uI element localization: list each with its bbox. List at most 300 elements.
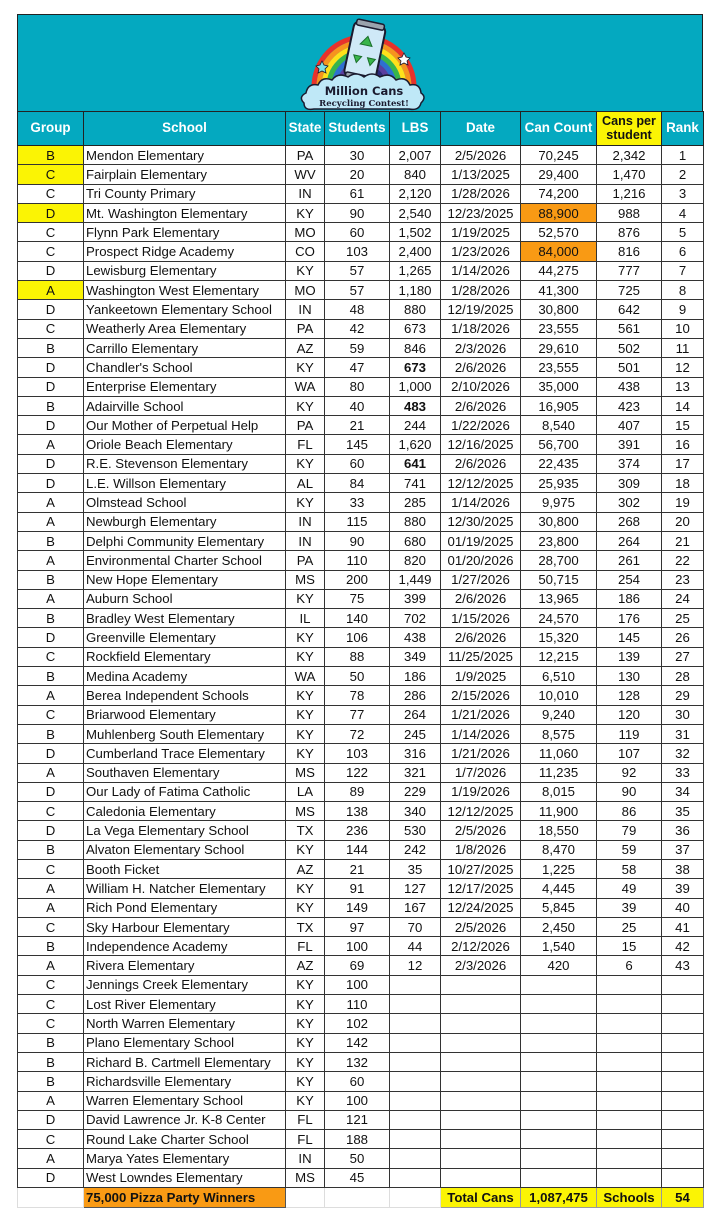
cell-group[interactable]: C bbox=[18, 995, 84, 1014]
cell-rank[interactable] bbox=[662, 1072, 704, 1091]
cell-lbs[interactable]: 680 bbox=[390, 531, 441, 550]
cell-students[interactable]: 103 bbox=[325, 242, 390, 261]
cell-school[interactable]: Jennings Creek Elementary bbox=[84, 975, 286, 994]
cell-state[interactable]: IN bbox=[286, 300, 325, 319]
cell-cans-per-student[interactable]: 391 bbox=[597, 435, 662, 454]
cell-lbs[interactable]: 1,449 bbox=[390, 570, 441, 589]
cell-lbs[interactable]: 316 bbox=[390, 744, 441, 763]
cell-cans-per-student[interactable]: 988 bbox=[597, 203, 662, 222]
cell-group[interactable]: B bbox=[18, 724, 84, 743]
cell-state[interactable]: KY bbox=[286, 744, 325, 763]
column-header-cans-per-student[interactable]: Cans per student bbox=[597, 112, 662, 146]
cell-group[interactable]: D bbox=[18, 821, 84, 840]
cell-date[interactable] bbox=[441, 1091, 521, 1110]
cell-rank[interactable]: 23 bbox=[662, 570, 704, 589]
cell-state[interactable]: KY bbox=[286, 493, 325, 512]
cell-state[interactable]: KY bbox=[286, 975, 325, 994]
cell-lbs[interactable]: 12 bbox=[390, 956, 441, 975]
cell-school[interactable]: Sky Harbour Elementary bbox=[84, 917, 286, 936]
cell-lbs[interactable] bbox=[390, 1130, 441, 1149]
cell-lbs[interactable]: 285 bbox=[390, 493, 441, 512]
cell-cans-per-student[interactable]: 407 bbox=[597, 416, 662, 435]
cell-school[interactable]: Rivera Elementary bbox=[84, 956, 286, 975]
cell-lbs[interactable]: 846 bbox=[390, 338, 441, 357]
cell-students[interactable]: 100 bbox=[325, 937, 390, 956]
cell-cans-per-student[interactable]: 268 bbox=[597, 512, 662, 531]
cell-state[interactable]: KY bbox=[286, 1052, 325, 1071]
cell-group[interactable]: D bbox=[18, 203, 84, 222]
cell-can-count[interactable]: 2,450 bbox=[521, 917, 597, 936]
cell-cans-per-student[interactable]: 58 bbox=[597, 859, 662, 878]
cell-lbs[interactable]: 44 bbox=[390, 937, 441, 956]
cell-cans-per-student[interactable]: 502 bbox=[597, 338, 662, 357]
cell-school[interactable]: New Hope Elementary bbox=[84, 570, 286, 589]
cell-students[interactable]: 144 bbox=[325, 840, 390, 859]
cell-can-count[interactable]: 420 bbox=[521, 956, 597, 975]
cell-state[interactable]: KY bbox=[286, 203, 325, 222]
cell-students[interactable]: 80 bbox=[325, 377, 390, 396]
cell-school[interactable]: Marya Yates Elementary bbox=[84, 1149, 286, 1168]
cell-students[interactable]: 149 bbox=[325, 898, 390, 917]
cell-state[interactable]: TX bbox=[286, 821, 325, 840]
cell-cans-per-student[interactable]: 59 bbox=[597, 840, 662, 859]
cell-state[interactable]: IN bbox=[286, 1149, 325, 1168]
cell-group[interactable]: C bbox=[18, 184, 84, 203]
cell-can-count[interactable]: 13,965 bbox=[521, 589, 597, 608]
cell-school[interactable]: Newburgh Elementary bbox=[84, 512, 286, 531]
cell-state[interactable]: WV bbox=[286, 165, 325, 184]
cell-cans-per-student[interactable]: 120 bbox=[597, 705, 662, 724]
cell-can-count[interactable]: 30,800 bbox=[521, 512, 597, 531]
cell-cans-per-student[interactable] bbox=[597, 1052, 662, 1071]
cell-state[interactable]: KY bbox=[286, 898, 325, 917]
cell-lbs[interactable]: 673 bbox=[390, 358, 441, 377]
cell-school[interactable]: Southaven Elementary bbox=[84, 763, 286, 782]
cell-group[interactable]: A bbox=[18, 281, 84, 300]
cell-lbs[interactable]: 438 bbox=[390, 628, 441, 647]
cell-can-count[interactable] bbox=[521, 1072, 597, 1091]
cell-date[interactable] bbox=[441, 1052, 521, 1071]
cell-students[interactable]: 142 bbox=[325, 1033, 390, 1052]
cell-lbs[interactable]: 264 bbox=[390, 705, 441, 724]
cell-cans-per-student[interactable]: 816 bbox=[597, 242, 662, 261]
cell-cans-per-student[interactable]: 130 bbox=[597, 667, 662, 686]
cell-cans-per-student[interactable]: 90 bbox=[597, 782, 662, 801]
cell-cans-per-student[interactable]: 86 bbox=[597, 802, 662, 821]
cell-rank[interactable]: 39 bbox=[662, 879, 704, 898]
cell-cans-per-student[interactable] bbox=[597, 1033, 662, 1052]
cell-students[interactable]: 72 bbox=[325, 724, 390, 743]
cell-students[interactable]: 78 bbox=[325, 686, 390, 705]
cell-group[interactable]: C bbox=[18, 975, 84, 994]
cell-rank[interactable]: 16 bbox=[662, 435, 704, 454]
cell-state[interactable]: KY bbox=[286, 1014, 325, 1033]
cell-cans-per-student[interactable]: 107 bbox=[597, 744, 662, 763]
cell-state[interactable]: KY bbox=[286, 454, 325, 473]
cell-students[interactable]: 45 bbox=[325, 1168, 390, 1187]
cell-state[interactable]: KY bbox=[286, 879, 325, 898]
cell-school[interactable]: Lost River Elementary bbox=[84, 995, 286, 1014]
cell-cans-per-student[interactable]: 79 bbox=[597, 821, 662, 840]
cell-can-count[interactable] bbox=[521, 1168, 597, 1187]
cell-group[interactable]: D bbox=[18, 1110, 84, 1129]
cell-lbs[interactable] bbox=[390, 1110, 441, 1129]
cell-rank[interactable]: 25 bbox=[662, 609, 704, 628]
cell-school[interactable]: William H. Natcher Elementary bbox=[84, 879, 286, 898]
cell-school[interactable]: Weatherly Area Elementary bbox=[84, 319, 286, 338]
cell-date[interactable]: 12/19/2025 bbox=[441, 300, 521, 319]
cell-lbs[interactable] bbox=[390, 1014, 441, 1033]
cell-group[interactable]: C bbox=[18, 917, 84, 936]
cell-can-count[interactable]: 9,240 bbox=[521, 705, 597, 724]
cell-group[interactable]: A bbox=[18, 1091, 84, 1110]
cell-school[interactable]: R.E. Stevenson Elementary bbox=[84, 454, 286, 473]
cell-rank[interactable]: 1 bbox=[662, 146, 704, 165]
cell-students[interactable]: 21 bbox=[325, 416, 390, 435]
cell-group[interactable]: D bbox=[18, 1168, 84, 1187]
cell-cans-per-student[interactable]: 374 bbox=[597, 454, 662, 473]
cell-group[interactable]: A bbox=[18, 898, 84, 917]
cell-lbs[interactable]: 35 bbox=[390, 859, 441, 878]
cell-students[interactable]: 90 bbox=[325, 531, 390, 550]
column-header-rank[interactable]: Rank bbox=[662, 112, 704, 146]
cell-can-count[interactable]: 23,555 bbox=[521, 319, 597, 338]
cell-rank[interactable]: 29 bbox=[662, 686, 704, 705]
cell-can-count[interactable]: 23,555 bbox=[521, 358, 597, 377]
cell-can-count[interactable]: 10,010 bbox=[521, 686, 597, 705]
cell-lbs[interactable]: 2,007 bbox=[390, 146, 441, 165]
cell-rank[interactable]: 15 bbox=[662, 416, 704, 435]
column-header-students[interactable]: Students bbox=[325, 112, 390, 146]
cell-school[interactable]: Warren Elementary School bbox=[84, 1091, 286, 1110]
cell-school[interactable]: Environmental Charter School bbox=[84, 551, 286, 570]
cell-rank[interactable] bbox=[662, 1149, 704, 1168]
cell-date[interactable]: 1/28/2026 bbox=[441, 184, 521, 203]
cell-school[interactable]: Adairville School bbox=[84, 396, 286, 415]
cell-rank[interactable] bbox=[662, 1033, 704, 1052]
cell-date[interactable]: 1/21/2026 bbox=[441, 744, 521, 763]
cell-students[interactable]: 97 bbox=[325, 917, 390, 936]
cell-state[interactable]: AZ bbox=[286, 956, 325, 975]
cell-date[interactable]: 12/12/2025 bbox=[441, 802, 521, 821]
cell-rank[interactable]: 30 bbox=[662, 705, 704, 724]
cell-state[interactable]: KY bbox=[286, 647, 325, 666]
cell-date[interactable]: 1/14/2026 bbox=[441, 724, 521, 743]
cell-group[interactable]: C bbox=[18, 1130, 84, 1149]
cell-can-count[interactable] bbox=[521, 1110, 597, 1129]
cell-school[interactable]: Round Lake Charter School bbox=[84, 1130, 286, 1149]
schools-count[interactable]: 54 bbox=[662, 1188, 704, 1208]
cell-state[interactable]: AZ bbox=[286, 859, 325, 878]
cell-lbs[interactable]: 1,000 bbox=[390, 377, 441, 396]
cell-rank[interactable]: 24 bbox=[662, 589, 704, 608]
cell-rank[interactable]: 33 bbox=[662, 763, 704, 782]
cell-rank[interactable]: 6 bbox=[662, 242, 704, 261]
cell-date[interactable]: 2/10/2026 bbox=[441, 377, 521, 396]
cell-school[interactable]: Flynn Park Elementary bbox=[84, 223, 286, 242]
cell-state[interactable]: PA bbox=[286, 416, 325, 435]
cell-cans-per-student[interactable] bbox=[597, 1014, 662, 1033]
cell-students[interactable]: 60 bbox=[325, 454, 390, 473]
cell-date[interactable] bbox=[441, 1072, 521, 1091]
cell-cans-per-student[interactable]: 501 bbox=[597, 358, 662, 377]
cell-group[interactable]: D bbox=[18, 358, 84, 377]
cell-school[interactable]: L.E. Willson Elementary bbox=[84, 474, 286, 493]
cell-date[interactable]: 11/25/2025 bbox=[441, 647, 521, 666]
cell-lbs[interactable]: 1,265 bbox=[390, 261, 441, 280]
cell-group[interactable]: C bbox=[18, 242, 84, 261]
cell-rank[interactable] bbox=[662, 1110, 704, 1129]
cell-date[interactable]: 1/14/2026 bbox=[441, 493, 521, 512]
cell-students[interactable]: 20 bbox=[325, 165, 390, 184]
cell-date[interactable]: 1/9/2025 bbox=[441, 667, 521, 686]
cell-can-count[interactable]: 41,300 bbox=[521, 281, 597, 300]
cell-rank[interactable] bbox=[662, 1052, 704, 1071]
cell-date[interactable]: 2/3/2026 bbox=[441, 338, 521, 357]
cell-date[interactable]: 1/28/2026 bbox=[441, 281, 521, 300]
cell-rank[interactable] bbox=[662, 975, 704, 994]
cell-state[interactable]: MS bbox=[286, 1168, 325, 1187]
cell-cans-per-student[interactable]: 423 bbox=[597, 396, 662, 415]
cell-rank[interactable] bbox=[662, 1014, 704, 1033]
cell-rank[interactable]: 18 bbox=[662, 474, 704, 493]
cell-school[interactable]: Briarwood Elementary bbox=[84, 705, 286, 724]
cell-rank[interactable]: 21 bbox=[662, 531, 704, 550]
cell-cans-per-student[interactable]: 145 bbox=[597, 628, 662, 647]
cell-students[interactable]: 102 bbox=[325, 1014, 390, 1033]
cell-group[interactable]: B bbox=[18, 1072, 84, 1091]
cell-cans-per-student[interactable] bbox=[597, 1072, 662, 1091]
cell-date[interactable]: 2/6/2026 bbox=[441, 628, 521, 647]
pizza-party-legend[interactable]: 75,000 Pizza Party Winners bbox=[84, 1188, 286, 1208]
cell-can-count[interactable]: 74,200 bbox=[521, 184, 597, 203]
cell-school[interactable]: Independence Academy bbox=[84, 937, 286, 956]
cell-group[interactable]: D bbox=[18, 628, 84, 647]
cell-students[interactable]: 59 bbox=[325, 338, 390, 357]
cell-lbs[interactable]: 399 bbox=[390, 589, 441, 608]
cell-can-count[interactable]: 8,470 bbox=[521, 840, 597, 859]
cell-rank[interactable]: 7 bbox=[662, 261, 704, 280]
cell-school[interactable]: Our Lady of Fatima Catholic bbox=[84, 782, 286, 801]
cell-cans-per-student[interactable]: 302 bbox=[597, 493, 662, 512]
cell-lbs[interactable] bbox=[390, 1149, 441, 1168]
cell-students[interactable]: 60 bbox=[325, 223, 390, 242]
cell-students[interactable]: 42 bbox=[325, 319, 390, 338]
cell-can-count[interactable]: 11,235 bbox=[521, 763, 597, 782]
cell-students[interactable]: 69 bbox=[325, 956, 390, 975]
cell-students[interactable]: 88 bbox=[325, 647, 390, 666]
cell-rank[interactable]: 28 bbox=[662, 667, 704, 686]
column-header-school[interactable]: School bbox=[84, 112, 286, 146]
cell-lbs[interactable]: 880 bbox=[390, 300, 441, 319]
cell-state[interactable]: KY bbox=[286, 628, 325, 647]
cell-date[interactable]: 1/18/2026 bbox=[441, 319, 521, 338]
cell-students[interactable]: 122 bbox=[325, 763, 390, 782]
cell-date[interactable]: 2/6/2026 bbox=[441, 589, 521, 608]
cell-state[interactable]: FL bbox=[286, 1130, 325, 1149]
cell-state[interactable]: FL bbox=[286, 1110, 325, 1129]
cell-rank[interactable]: 34 bbox=[662, 782, 704, 801]
cell-cans-per-student[interactable] bbox=[597, 1130, 662, 1149]
cell-lbs[interactable]: 244 bbox=[390, 416, 441, 435]
cell-date[interactable]: 2/6/2026 bbox=[441, 358, 521, 377]
cell-rank[interactable] bbox=[662, 1168, 704, 1187]
cell-school[interactable]: Caledonia Elementary bbox=[84, 802, 286, 821]
cell-rank[interactable] bbox=[662, 1091, 704, 1110]
cell-lbs[interactable]: 880 bbox=[390, 512, 441, 531]
cell-rank[interactable]: 14 bbox=[662, 396, 704, 415]
cell-students[interactable]: 60 bbox=[325, 1072, 390, 1091]
cell-lbs[interactable]: 530 bbox=[390, 821, 441, 840]
cell-rank[interactable]: 27 bbox=[662, 647, 704, 666]
cell-state[interactable]: KY bbox=[286, 1033, 325, 1052]
cell-state[interactable]: MS bbox=[286, 802, 325, 821]
cell-group[interactable]: B bbox=[18, 937, 84, 956]
cell-group[interactable]: C bbox=[18, 647, 84, 666]
column-header-state[interactable]: State bbox=[286, 112, 325, 146]
cell-cans-per-student[interactable]: 25 bbox=[597, 917, 662, 936]
cell-students[interactable]: 110 bbox=[325, 995, 390, 1014]
cell-students[interactable]: 138 bbox=[325, 802, 390, 821]
cell-rank[interactable]: 13 bbox=[662, 377, 704, 396]
cell-rank[interactable] bbox=[662, 1130, 704, 1149]
cell-state[interactable]: MS bbox=[286, 570, 325, 589]
cell-school[interactable]: Delphi Community Elementary bbox=[84, 531, 286, 550]
cell-lbs[interactable]: 1,620 bbox=[390, 435, 441, 454]
cell-can-count[interactable] bbox=[521, 1033, 597, 1052]
cell-students[interactable]: 84 bbox=[325, 474, 390, 493]
column-header-group[interactable]: Group bbox=[18, 112, 84, 146]
cell-date[interactable]: 12/12/2025 bbox=[441, 474, 521, 493]
cell-date[interactable]: 10/27/2025 bbox=[441, 859, 521, 878]
cell-students[interactable]: 61 bbox=[325, 184, 390, 203]
cell-state[interactable]: KY bbox=[286, 1091, 325, 1110]
cell-rank[interactable]: 10 bbox=[662, 319, 704, 338]
cell-students[interactable]: 106 bbox=[325, 628, 390, 647]
cell-students[interactable]: 77 bbox=[325, 705, 390, 724]
cell-can-count[interactable]: 84,000 bbox=[521, 242, 597, 261]
cell-cans-per-student[interactable]: 49 bbox=[597, 879, 662, 898]
cell-cans-per-student[interactable] bbox=[597, 1168, 662, 1187]
cell-lbs[interactable]: 741 bbox=[390, 474, 441, 493]
cell-group[interactable]: A bbox=[18, 512, 84, 531]
cell-students[interactable]: 21 bbox=[325, 859, 390, 878]
cell-state[interactable]: KY bbox=[286, 705, 325, 724]
cell-date[interactable]: 12/17/2025 bbox=[441, 879, 521, 898]
cell-lbs[interactable]: 2,540 bbox=[390, 203, 441, 222]
cell-state[interactable]: IL bbox=[286, 609, 325, 628]
cell-can-count[interactable]: 1,540 bbox=[521, 937, 597, 956]
cell-school[interactable]: West Lowndes Elementary bbox=[84, 1168, 286, 1187]
cell-can-count[interactable]: 70,245 bbox=[521, 146, 597, 165]
cell-school[interactable]: Plano Elementary School bbox=[84, 1033, 286, 1052]
cell-state[interactable]: KY bbox=[286, 840, 325, 859]
cell-rank[interactable]: 2 bbox=[662, 165, 704, 184]
cell-can-count[interactable] bbox=[521, 995, 597, 1014]
cell-rank[interactable]: 5 bbox=[662, 223, 704, 242]
cell-school[interactable]: Berea Independent Schools bbox=[84, 686, 286, 705]
cell-can-count[interactable]: 4,445 bbox=[521, 879, 597, 898]
cell-rank[interactable]: 9 bbox=[662, 300, 704, 319]
cell-can-count[interactable]: 35,000 bbox=[521, 377, 597, 396]
cell-can-count[interactable] bbox=[521, 1149, 597, 1168]
cell-date[interactable]: 01/20/2026 bbox=[441, 551, 521, 570]
cell-can-count[interactable]: 15,320 bbox=[521, 628, 597, 647]
cell-lbs[interactable]: 840 bbox=[390, 165, 441, 184]
cell-date[interactable]: 2/5/2026 bbox=[441, 821, 521, 840]
cell-date[interactable] bbox=[441, 1130, 521, 1149]
cell-date[interactable]: 1/19/2025 bbox=[441, 223, 521, 242]
cell-group[interactable]: B bbox=[18, 1052, 84, 1071]
cell-cans-per-student[interactable]: 6 bbox=[597, 956, 662, 975]
cell-state[interactable]: MS bbox=[286, 763, 325, 782]
cell-school[interactable]: Auburn School bbox=[84, 589, 286, 608]
cell-group[interactable]: B bbox=[18, 609, 84, 628]
cell-school[interactable]: Bradley West Elementary bbox=[84, 609, 286, 628]
cell-state[interactable]: KY bbox=[286, 686, 325, 705]
cell-state[interactable]: PA bbox=[286, 146, 325, 165]
cell-lbs[interactable]: 127 bbox=[390, 879, 441, 898]
cell-school[interactable]: La Vega Elementary School bbox=[84, 821, 286, 840]
cell-cans-per-student[interactable] bbox=[597, 975, 662, 994]
cell-can-count[interactable]: 56,700 bbox=[521, 435, 597, 454]
cell-school[interactable]: David Lawrence Jr. K-8 Center bbox=[84, 1110, 286, 1129]
cell-date[interactable]: 12/16/2025 bbox=[441, 435, 521, 454]
cell-lbs[interactable]: 186 bbox=[390, 667, 441, 686]
cell-date[interactable] bbox=[441, 1168, 521, 1187]
cell-students[interactable]: 121 bbox=[325, 1110, 390, 1129]
cell-group[interactable]: C bbox=[18, 1014, 84, 1033]
cell-state[interactable]: KY bbox=[286, 396, 325, 415]
column-header-can-count[interactable]: Can Count bbox=[521, 112, 597, 146]
cell-lbs[interactable]: 349 bbox=[390, 647, 441, 666]
cell-rank[interactable]: 19 bbox=[662, 493, 704, 512]
cell-students[interactable]: 100 bbox=[325, 1091, 390, 1110]
cell-date[interactable]: 2/5/2026 bbox=[441, 146, 521, 165]
cell-group[interactable]: A bbox=[18, 589, 84, 608]
cell-lbs[interactable]: 167 bbox=[390, 898, 441, 917]
cell-students[interactable]: 47 bbox=[325, 358, 390, 377]
schools-label[interactable]: Schools bbox=[597, 1188, 662, 1208]
cell-rank[interactable]: 12 bbox=[662, 358, 704, 377]
cell-rank[interactable]: 3 bbox=[662, 184, 704, 203]
cell-students[interactable]: 75 bbox=[325, 589, 390, 608]
cell-can-count[interactable]: 52,570 bbox=[521, 223, 597, 242]
cell-state[interactable]: IN bbox=[286, 512, 325, 531]
cell-group[interactable]: A bbox=[18, 956, 84, 975]
cell-can-count[interactable]: 29,610 bbox=[521, 338, 597, 357]
cell-lbs[interactable]: 229 bbox=[390, 782, 441, 801]
cell-lbs[interactable]: 2,120 bbox=[390, 184, 441, 203]
cell-can-count[interactable] bbox=[521, 1091, 597, 1110]
cell-cans-per-student[interactable] bbox=[597, 1091, 662, 1110]
total-cans-label[interactable]: Total Cans bbox=[441, 1188, 521, 1208]
cell-group[interactable]: B bbox=[18, 338, 84, 357]
cell-lbs[interactable]: 483 bbox=[390, 396, 441, 415]
cell-can-count[interactable]: 8,575 bbox=[521, 724, 597, 743]
cell-lbs[interactable]: 702 bbox=[390, 609, 441, 628]
cell-state[interactable]: CO bbox=[286, 242, 325, 261]
cell-school[interactable]: Medina Academy bbox=[84, 667, 286, 686]
cell-cans-per-student[interactable]: 39 bbox=[597, 898, 662, 917]
cell-can-count[interactable]: 29,400 bbox=[521, 165, 597, 184]
cell-state[interactable]: KY bbox=[286, 724, 325, 743]
cell-date[interactable]: 12/23/2025 bbox=[441, 203, 521, 222]
cell-can-count[interactable]: 30,800 bbox=[521, 300, 597, 319]
cell-students[interactable]: 40 bbox=[325, 396, 390, 415]
cell-cans-per-student[interactable]: 186 bbox=[597, 589, 662, 608]
cell-state[interactable]: KY bbox=[286, 358, 325, 377]
